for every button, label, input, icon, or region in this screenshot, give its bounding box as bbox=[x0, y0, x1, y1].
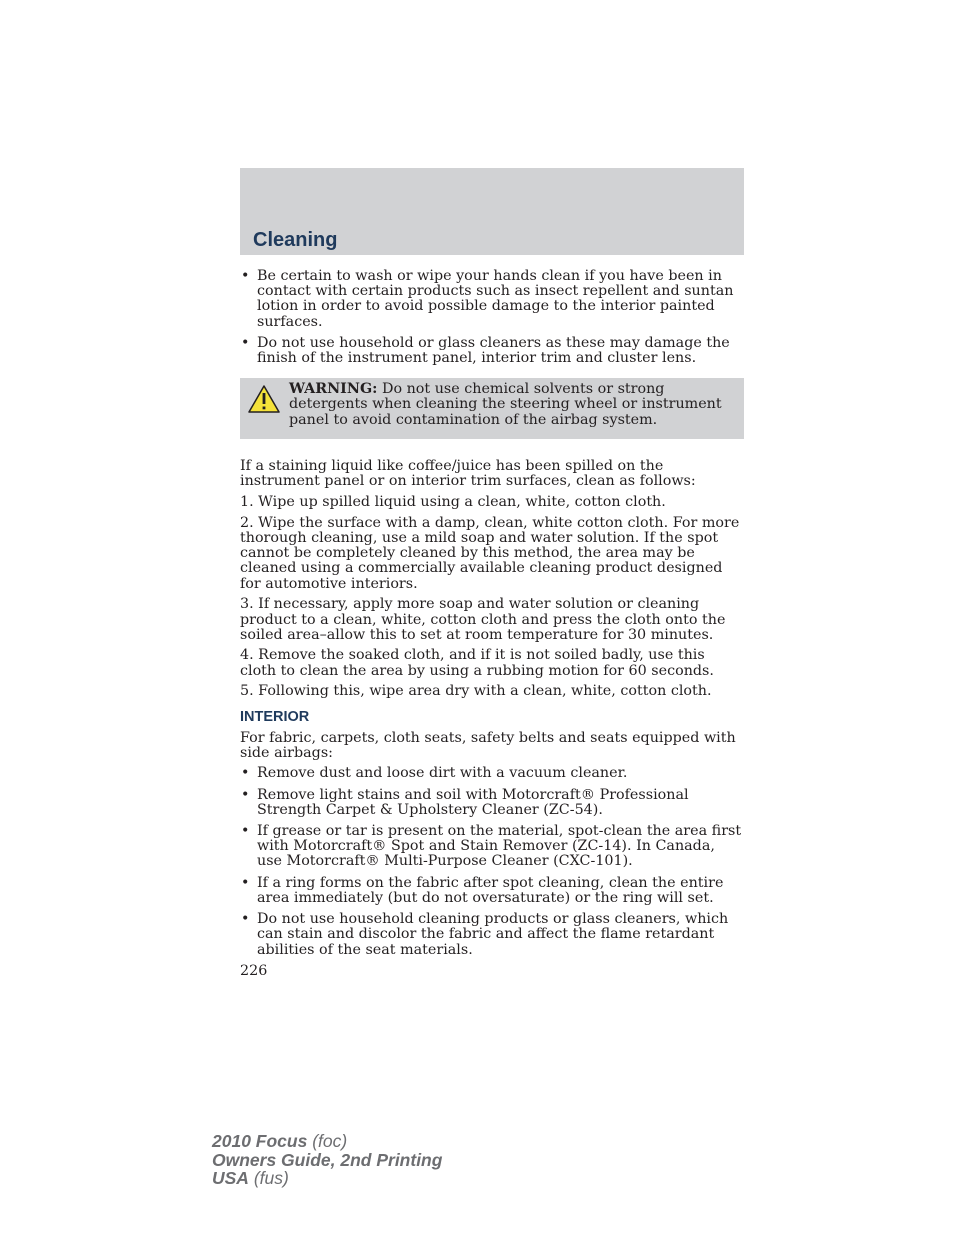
warning-label: WARNING: bbox=[289, 381, 378, 398]
list-item: • Do not use household or glass cleaners as these may damage the finish of the instrument panel, interior trim and cluster lens. bbox=[240, 336, 744, 366]
spill-intro: If a staining liquid like coffee/juice has been spilled on the instrument panel or on interior trim surfaces, clean as follows: bbox=[240, 458, 696, 490]
step-4: 4. Remove the soaked cloth, and if it is not soiled badly, use this cloth to clean the area by using a rubbing motion for 60 seconds. bbox=[240, 647, 714, 679]
list-item: • If a ring forms on the fabric after spot cleaning, clean the entire area immediately (but do not oversaturate) or the ring will set. bbox=[240, 876, 744, 906]
precaution-list bbox=[240, 269, 744, 366]
list-item: • If grease or tar is present on the material, spot-clean the area first with Motorcraft® Spot and Stain Remover (ZC-14). In Canada, use Motorcraft® Multi-Purpose Cleaner (CXC-101). bbox=[240, 824, 744, 870]
document-footer bbox=[212, 1132, 442, 1188]
warning-text: Do not use chemical solvents or strong detergents when cleaning the steering wheel or instrument panel to avoid contamination of the airbag system. bbox=[289, 381, 722, 428]
footer-line-2: Owners Guide, 2nd Printing bbox=[212, 1149, 443, 1170]
step-5: 5. Following this, wipe area dry with a clean, white, cotton cloth. bbox=[240, 683, 712, 700]
step-1: 1. Wipe up spilled liquid using a clean, white, cotton cloth. bbox=[240, 494, 666, 511]
section-header bbox=[240, 168, 744, 255]
section-title: Cleaning bbox=[253, 229, 338, 251]
footer-line-3: USA (fus) bbox=[212, 1168, 289, 1188]
list-item: • Do not use household cleaning products or glass cleaners, which can stain and discolor the fabric and affect the flame retardant abilities of the seat materials. bbox=[240, 912, 744, 958]
interior-heading: INTERIOR bbox=[240, 708, 310, 725]
list-item: • Remove dust and loose dirt with a vacuum cleaner. bbox=[240, 766, 744, 781]
step-3: 3. If necessary, apply more soap and water solution or cleaning product to a clean, white, cotton cloth and press the cloth onto the soiled area–allow this to set at room temperature for 30 minutes. bbox=[240, 596, 726, 643]
list-item: • Be certain to wash or wipe your hands clean if you have been in contact with certain products such as insect repellent and suntan lotion in order to avoid possible damage to the interior painted surfaces. bbox=[240, 269, 744, 330]
list-item: • Remove light stains and soil with Motorcraft® Professional Strength Carpet & Upholstery Cleaner (ZC-54). bbox=[240, 788, 744, 818]
interior-list bbox=[240, 766, 744, 957]
warning-triangle-icon bbox=[247, 384, 281, 414]
step-2: 2. Wipe the surface with a damp, clean, white cotton cloth. For more thorough cleaning, use a mild soap and water solution. If the spot cannot be completely cleaned by this method, the area may be cleaned using a commercially available cleaning product designed for automotive interiors. bbox=[240, 514, 740, 592]
page-number: 226 bbox=[240, 962, 268, 979]
interior-intro: For fabric, carpets, cloth seats, safety belts and seats equipped with side airbags: bbox=[240, 729, 736, 761]
footer-line-1: 2010 Focus (foc) bbox=[212, 1131, 348, 1151]
warning-box bbox=[240, 378, 744, 439]
page-content bbox=[240, 269, 744, 979]
